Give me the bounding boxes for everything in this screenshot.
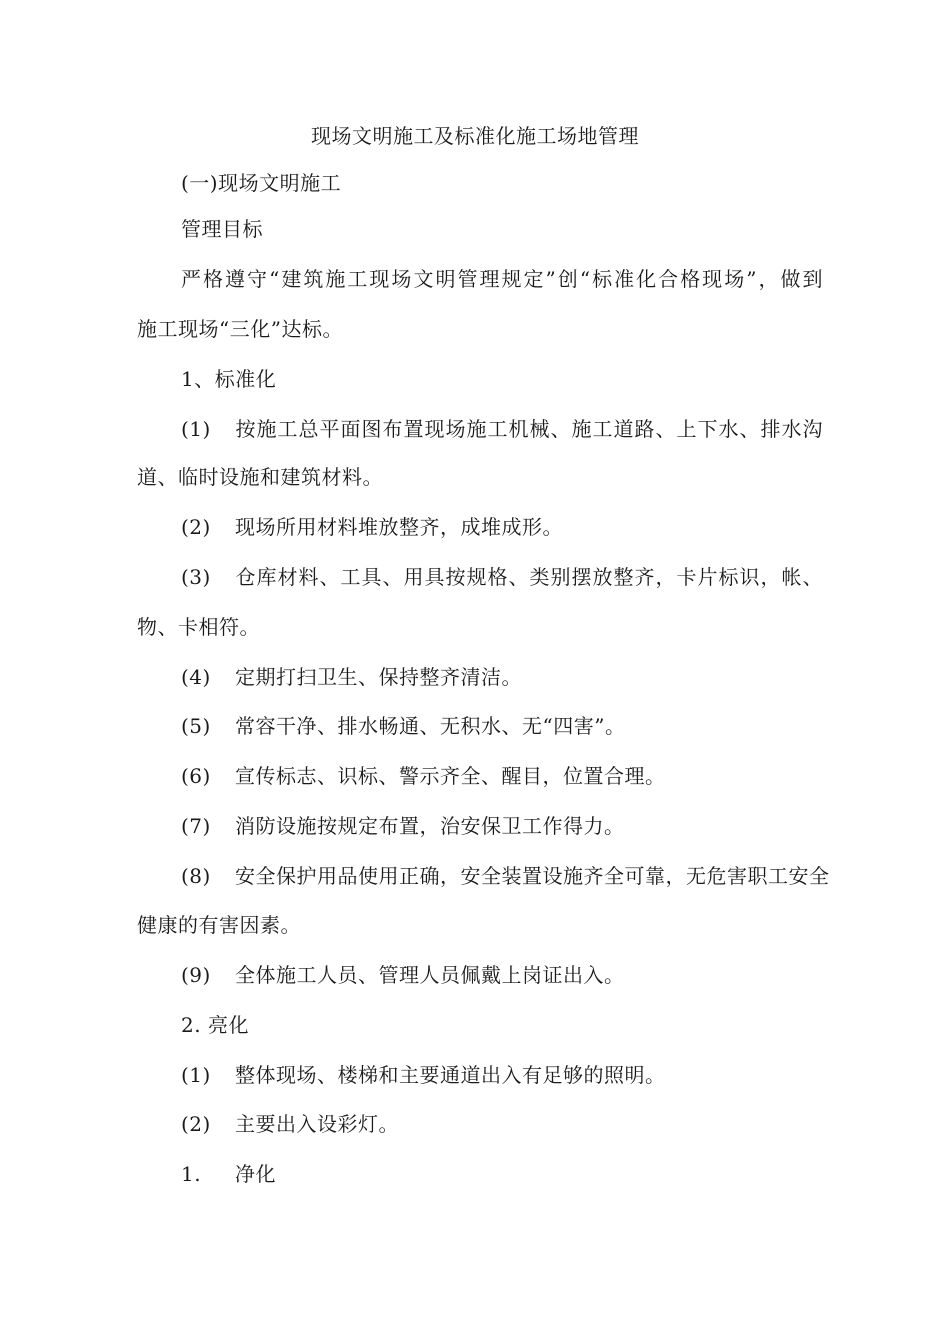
item-number: (8) <box>181 864 211 888</box>
item-number: (3) <box>181 565 211 589</box>
item-text: 定期打扫卫生、保持整齐清洁。 <box>235 665 522 689</box>
item-number: (2) <box>181 515 211 539</box>
item-text: 按施工总平面图布置现场施工机械、施工道路、上下水、排水沟 <box>235 417 823 441</box>
list-item <box>181 1110 399 1138</box>
list-heading: 1、标准化 <box>181 367 277 391</box>
item-number: (2) <box>181 1112 211 1136</box>
item-text: 全体施工人员、管理人员佩戴上岗证出入。 <box>235 963 625 987</box>
item-number: (4) <box>181 665 211 689</box>
subheading: 管理目标 <box>181 217 263 241</box>
item-number: 1. <box>181 1162 202 1186</box>
item-text: 整体现场、楼梯和主要通道出入有足够的照明。 <box>235 1063 666 1087</box>
paragraph-line: 物、卡相符。 <box>137 615 260 639</box>
item-text: 宣传标志、识标、警示齐全、醒目，位置合理。 <box>235 764 666 788</box>
list-heading <box>181 1160 276 1188</box>
list-item <box>181 563 823 591</box>
paragraph-line: 严格遵守“建筑施工现场文明管理规定”创“标准化合格现场”，做到 <box>181 267 823 291</box>
item-text: 消防设施按规定布置，治安保卫工作得力。 <box>235 814 625 838</box>
paragraph-line: 健康的有害因素。 <box>137 913 301 937</box>
list-item <box>181 415 823 443</box>
list-item <box>181 812 625 840</box>
item-number: (6) <box>181 764 211 788</box>
section-heading: (一)现场文明施工 <box>181 171 342 195</box>
list-item <box>181 961 625 989</box>
item-text: 净化 <box>235 1162 276 1186</box>
list-item <box>181 1061 666 1089</box>
item-number: (1) <box>181 417 211 441</box>
item-number: (9) <box>181 963 211 987</box>
list-item <box>181 862 830 890</box>
item-number: (1) <box>181 1063 211 1087</box>
item-text: 安全保护用品使用正确，安全装置设施齐全可靠，无危害职工安全 <box>235 864 830 888</box>
document-title: 现场文明施工及标准化施工场地管理 <box>311 124 639 148</box>
list-item <box>181 712 625 740</box>
item-text: 现场所用材料堆放整齐，成堆成形。 <box>235 515 563 539</box>
item-text: 常容干净、排水畅通、无积水、无“四害”。 <box>235 714 626 738</box>
paragraph-line: 施工现场“三化”达标。 <box>137 317 343 341</box>
list-heading: 2. 亮化 <box>181 1013 249 1037</box>
item-number: (5) <box>181 714 211 738</box>
item-number: (7) <box>181 814 211 838</box>
list-item <box>181 663 522 691</box>
item-text: 仓库材料、工具、用具按规格、类别摆放整齐，卡片标识，帐、 <box>235 565 823 589</box>
paragraph-line: 道、临时设施和建筑材料。 <box>137 465 383 489</box>
list-item <box>181 513 563 541</box>
item-text: 主要出入设彩灯。 <box>235 1112 399 1136</box>
list-item <box>181 762 666 790</box>
